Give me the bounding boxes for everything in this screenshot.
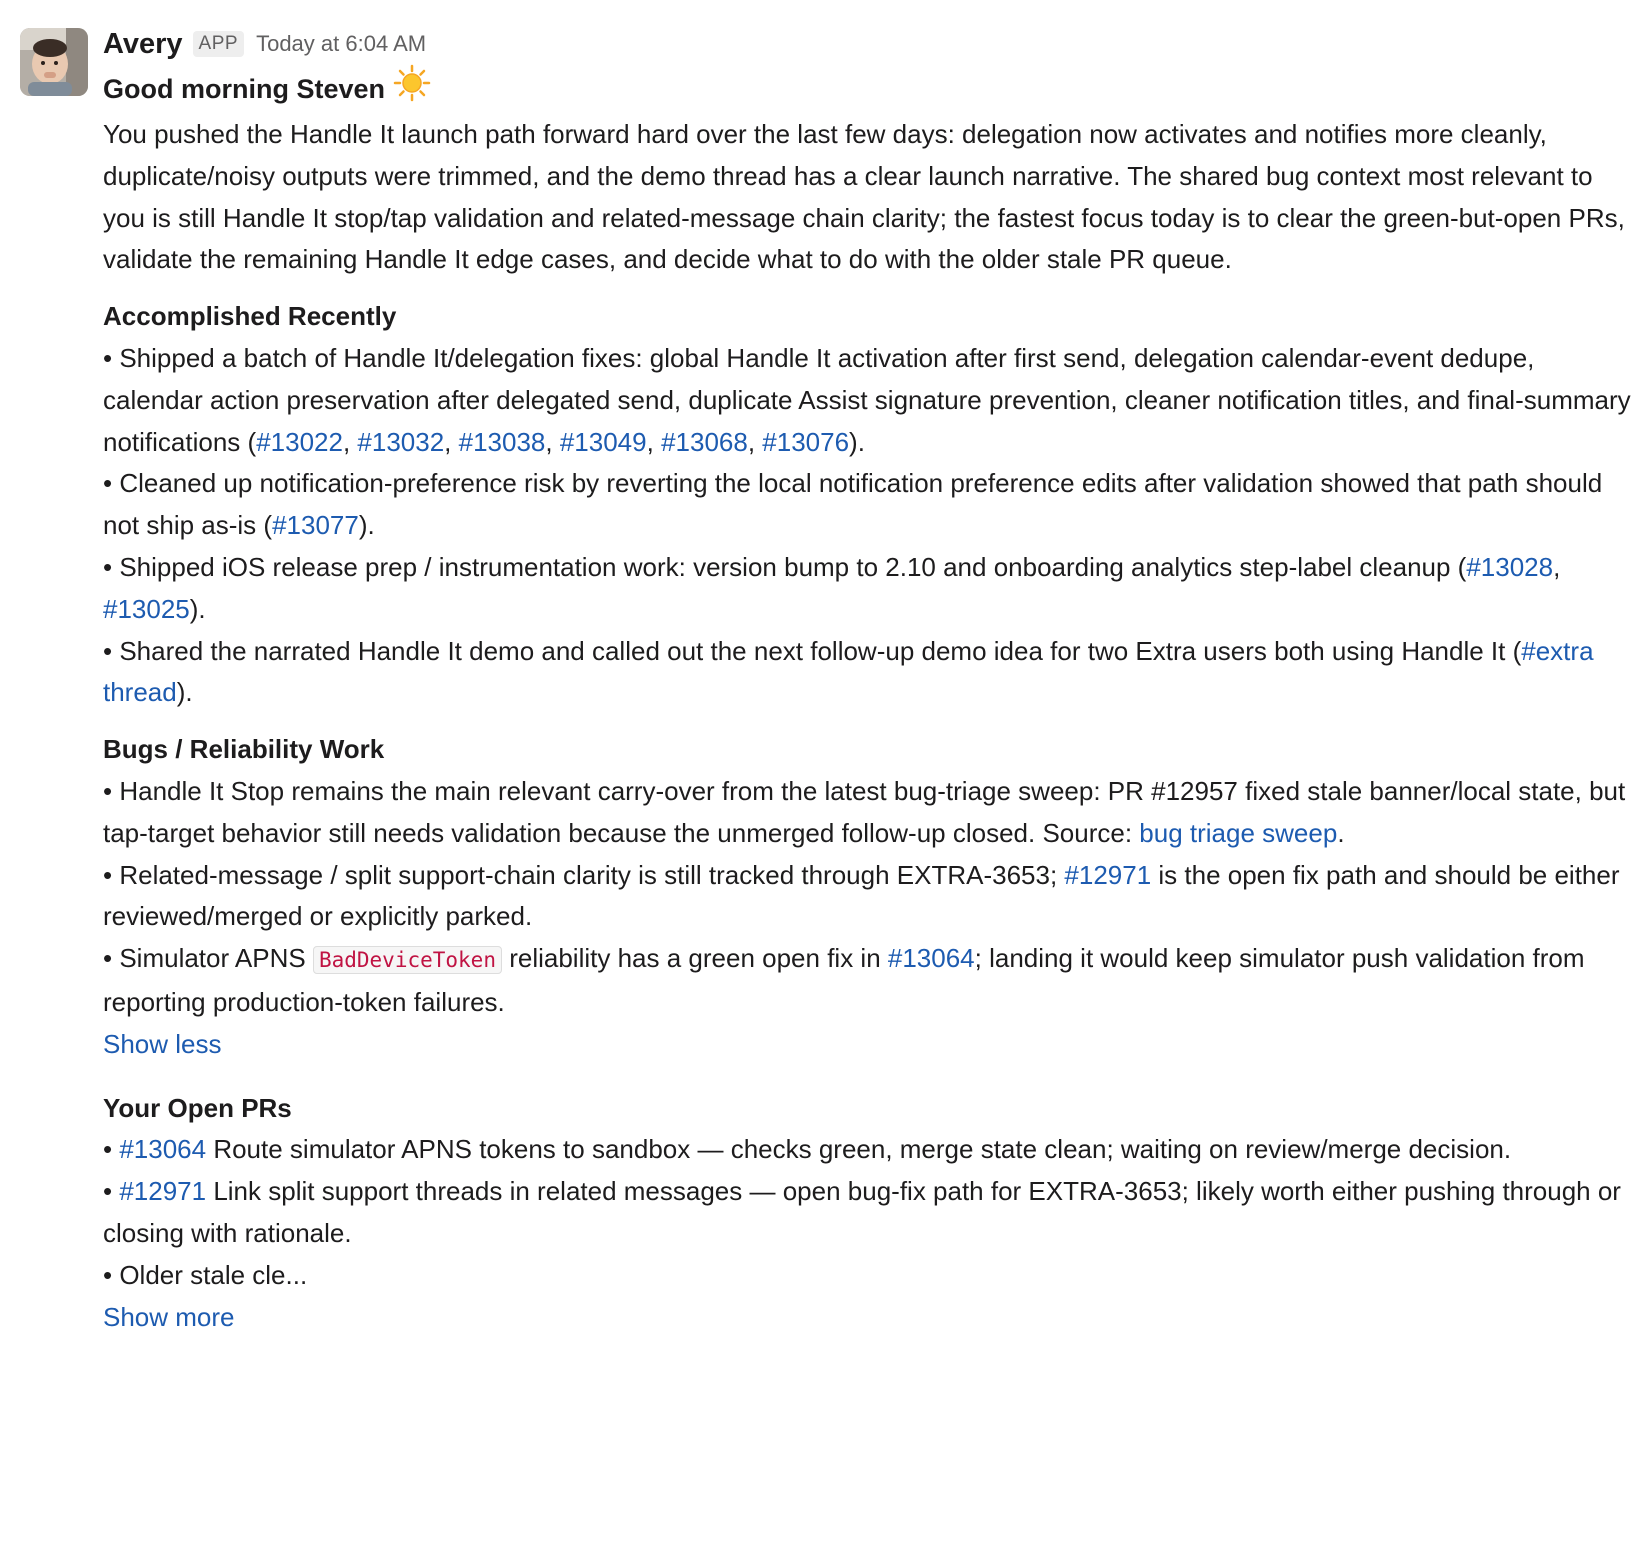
section-title-bugs: Bugs / Reliability Work [103, 734, 385, 765]
channel-link-extra-thread[interactable]: #extra thread [103, 635, 1594, 708]
show-less-button[interactable]: Show less [103, 1028, 222, 1059]
avatar-photo [20, 28, 88, 96]
sender-name[interactable]: Avery [103, 27, 183, 60]
list-item: • Simulator APNS BadDeviceToken reliability has a green open fix in #13064; landing it would keep simulator push validation from reporting production-token failures. [103, 943, 1585, 1017]
pr-link-13077[interactable]: #13077 [272, 510, 359, 541]
list-item: • Shipped iOS release prep / instrumentation work: version bump to 2.10 and onboarding analytics step-label cleanup (#13028, #13025). [103, 551, 1561, 624]
list-item: • Shipped a batch of Handle It/delegation fixes: global Handle It activation after first send, delegation calendar-event dedupe, calendar action preservation after delegated send, duplicate Assist signature prevention, cleaner notification titles, and final-summary notifications (#13022, #13032, #13038, #13049, #13068, #13076). [103, 342, 1631, 457]
greeting-text: Good morning Steven [103, 74, 386, 104]
greeting [103, 64, 1633, 114]
list-item: • Shared the narrated Handle It demo and called out the next follow-up demo idea for two Extra users both using Handle It (#extra thread). [103, 635, 1594, 708]
pr-link-13068[interactable]: #13068 [661, 426, 748, 457]
pr-link-13064-open[interactable]: #13064 [119, 1134, 207, 1165]
list-item: • Cleaned up notification-preference risk by reverting the local notification preference edits after validation showed that path should not ship as-is (#13077). [103, 468, 1603, 541]
pr-link-13025[interactable]: #13025 [103, 593, 190, 624]
message-content [103, 24, 1633, 1338]
sun-icon [393, 64, 431, 114]
pr-link-12971[interactable]: #12971 [1064, 859, 1152, 890]
list-item: • Older stale cle... [103, 1259, 308, 1290]
list-item: • Handle It Stop remains the main relevant carry-over from the latest bug-triage sweep: PR #12957 fixed stale banner/local state, but tap-target behavior still needs validation because the unmerged follow-up closed. Source: bug triage sweep. [103, 775, 1626, 848]
pr-link-13032[interactable]: #13032 [357, 426, 445, 457]
pr-link-13064[interactable]: #13064 [887, 943, 975, 974]
show-more-button[interactable]: Show more [103, 1301, 235, 1332]
list-item: • #13064 Route simulator APNS tokens to sandbox — checks green, merge state clean; waiting on review/merge decision. [103, 1134, 1512, 1165]
pr-link-13038[interactable]: #13038 [458, 426, 546, 457]
list-item: • #12971 Link split support threads in related messages — open bug-fix path for EXTRA-3653; likely worth either pushing through or closing with rationale. [103, 1176, 1621, 1248]
inline-code-baddevicetoken: BadDeviceToken [313, 946, 502, 974]
pr-link-13028[interactable]: #13028 [1466, 551, 1554, 582]
app-badge: APP [193, 31, 245, 57]
spacer [103, 1066, 1633, 1088]
list-item: • Related-message / split support-chain clarity is still tracked through EXTRA-3653; #12971 is the open fix path and should be either reviewed/merged or explicitly parked. [103, 859, 1620, 932]
pr-link-13049[interactable]: #13049 [559, 426, 647, 457]
avatar[interactable] [20, 28, 88, 96]
pr-link-13022[interactable]: #13022 [256, 426, 343, 457]
bug-triage-sweep-link[interactable]: bug triage sweep [1139, 817, 1338, 848]
section-title-accomplished: Accomplished Recently [103, 301, 397, 332]
intro-paragraph: You pushed the Handle It launch path forward hard over the last few days: delegation now activates and notifies more cleanly, duplicate/noisy outputs were trimmed, and the demo thread has a clear launch narrative. The shared bug context most relevant to you is still Handle It stop/tap validation and related-message chain clarity; the fastest focus today is to clear the green-but-open PRs, validate the remaining Handle It edge cases, and decide what to do with the older stale PR queue. [103, 119, 1625, 275]
message-header [103, 24, 1633, 64]
pr-link-12971-open[interactable]: #12971 [119, 1176, 207, 1207]
section-title-open-prs: Your Open PRs [103, 1092, 292, 1123]
message-timestamp[interactable]: Today at 6:04 AM [256, 31, 427, 56]
pr-link-13076[interactable]: #13076 [762, 426, 850, 457]
